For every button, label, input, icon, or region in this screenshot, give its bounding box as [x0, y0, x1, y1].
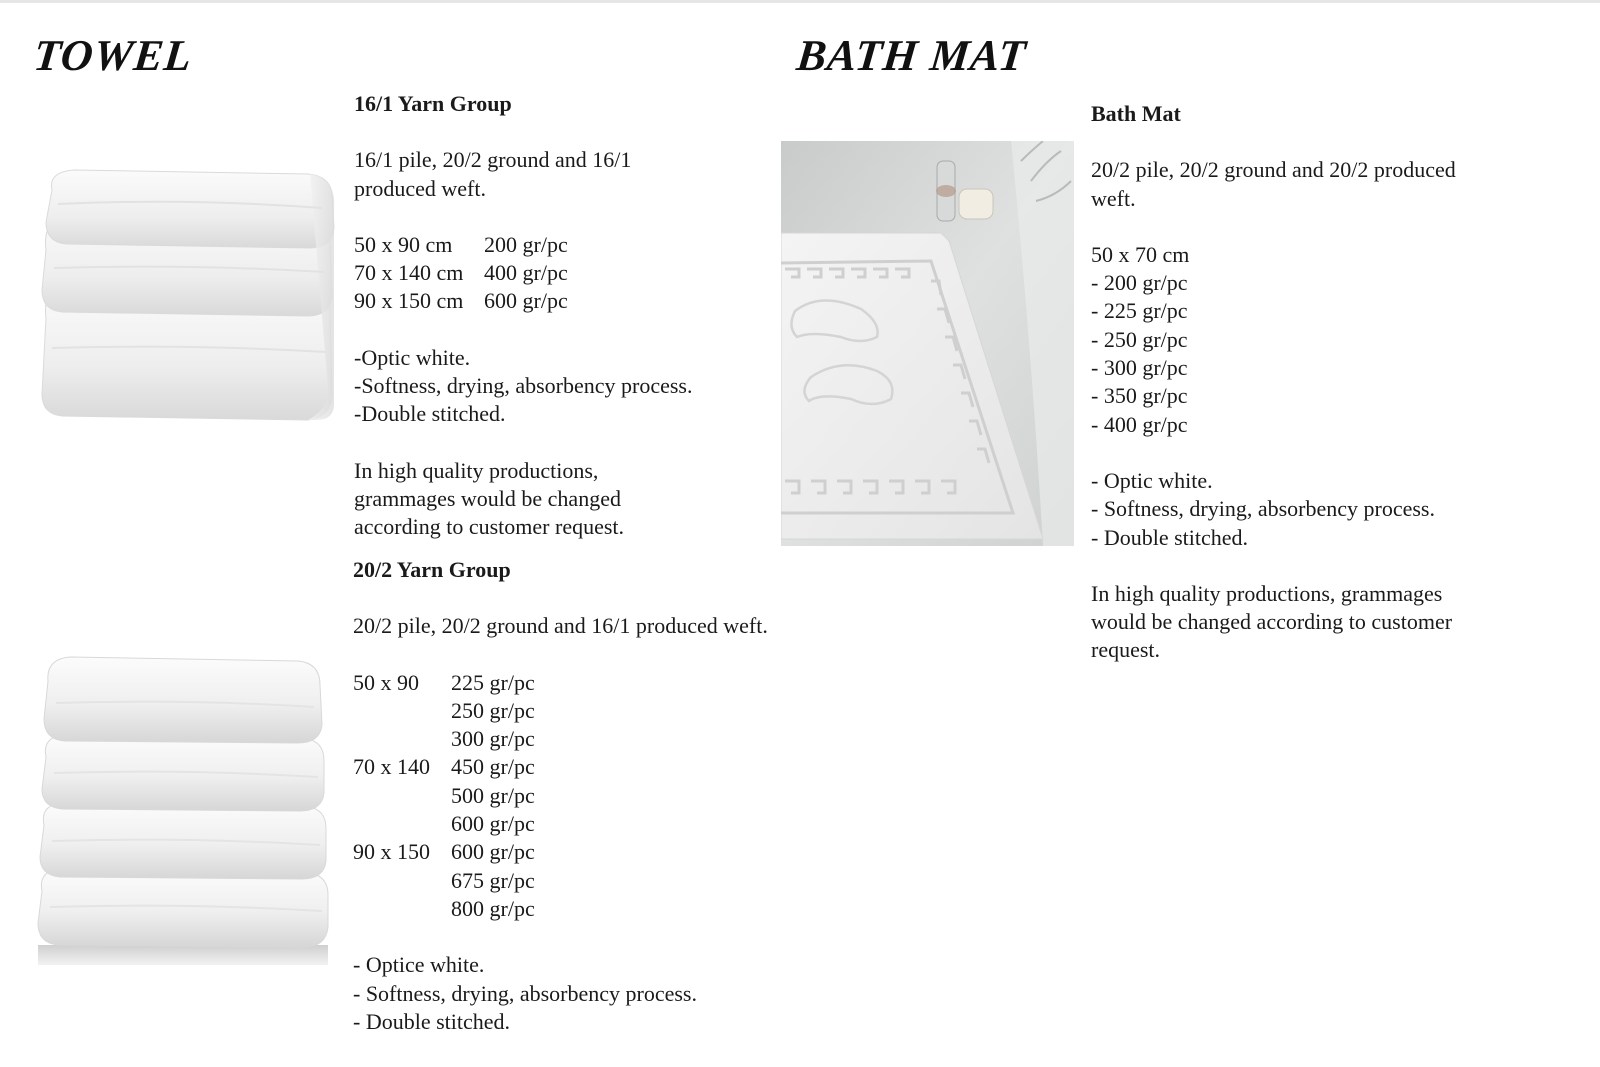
bath-mat-title: BATH MAT [794, 31, 1029, 80]
table-row [353, 838, 535, 866]
bath-mat-photo [781, 141, 1074, 546]
feature-item: -Double stitched. [354, 401, 506, 427]
feature-item: - Double stitched. [1091, 524, 1249, 550]
weight-option: - 350 gr/pc [1091, 383, 1188, 409]
construction-line: 20/2 pile, 20/2 ground and 20/2 produced [1091, 157, 1456, 183]
feature-item: -Softness, drying, absorbency process. [354, 373, 693, 399]
weight-cell: 800 gr/pc [451, 895, 535, 921]
weight-cell: 200 gr/pc [484, 231, 568, 257]
weight-cell: 450 gr/pc [451, 754, 535, 780]
construction-line: produced weft. [354, 175, 486, 201]
note-line: according to customer request. [354, 514, 625, 540]
size-cell: 50 x 90 cm [354, 231, 453, 257]
construction-line: weft. [1091, 185, 1136, 211]
mat-size: 50 x 70 cm [1091, 241, 1190, 267]
size-weight-table [353, 669, 535, 924]
size-cell [353, 697, 451, 725]
size-cell [353, 867, 451, 895]
table-row [353, 753, 535, 781]
towel-stack-photo-1 [38, 168, 338, 424]
size-cell [353, 782, 451, 810]
note-line: In high quality productions, [354, 457, 599, 483]
bath-mat-heading: Bath Mat [1091, 101, 1181, 126]
bath-mat-section [1091, 100, 1581, 665]
feature-item: - Optice white. [353, 952, 485, 978]
size-cell [353, 895, 451, 923]
table-row [353, 697, 535, 725]
note-line: In high quality productions, grammages [1091, 580, 1443, 606]
feature-item: - Optic white. [1091, 467, 1213, 493]
table-row [354, 231, 568, 259]
note-line: request. [1091, 637, 1161, 663]
feature-item: - Softness, drying, absorbency process. [353, 980, 697, 1006]
table-row [353, 725, 535, 753]
size-cell: 70 x 140 [353, 754, 430, 780]
feature-item: - Softness, drying, absorbency process. [1091, 496, 1435, 522]
size-cell: 70 x 140 cm [354, 260, 464, 286]
table-row [353, 782, 535, 810]
weight-cell: 675 gr/pc [451, 867, 535, 893]
construction-line: 16/1 pile, 20/2 ground and 16/1 [354, 147, 632, 173]
towel-20-2-section [353, 556, 873, 1036]
weight-option: - 400 gr/pc [1091, 411, 1188, 437]
weight-cell: 225 gr/pc [451, 669, 535, 695]
size-cell [353, 725, 451, 753]
construction-line: 20/2 pile, 20/2 ground and 16/1 produced weft. [353, 613, 768, 639]
size-cell: 50 x 90 [353, 669, 419, 695]
feature-item: -Optic white. [354, 344, 471, 370]
top-border [0, 0, 1600, 3]
weight-option: - 300 gr/pc [1091, 355, 1188, 381]
weight-cell: 250 gr/pc [451, 697, 535, 723]
towel-16-1-section [354, 90, 774, 542]
size-cell [353, 810, 451, 838]
weight-cell: 600 gr/pc [451, 839, 535, 865]
size-weight-table [354, 231, 568, 316]
weight-cell: 600 gr/pc [484, 288, 568, 314]
towel-title: TOWEL [31, 31, 195, 80]
table-row [354, 287, 568, 315]
table-row [353, 810, 535, 838]
table-row [354, 259, 568, 287]
weight-cell: 500 gr/pc [451, 782, 535, 808]
size-cell: 90 x 150 cm [354, 288, 464, 314]
towel-stack-photo-2 [36, 655, 332, 967]
weight-cell: 600 gr/pc [451, 811, 535, 837]
size-cell: 90 x 150 [353, 839, 430, 865]
yarn-group-16-1-heading: 16/1 Yarn Group [354, 91, 512, 116]
weight-cell: 300 gr/pc [451, 726, 535, 752]
feature-item: - Double stitched. [353, 1008, 511, 1034]
weight-option: - 225 gr/pc [1091, 298, 1188, 324]
table-row [353, 895, 535, 923]
table-row [353, 867, 535, 895]
table-row [353, 669, 535, 697]
note-line: grammages would be changed [354, 485, 621, 511]
weight-cell: 400 gr/pc [484, 260, 568, 286]
weight-option: - 200 gr/pc [1091, 270, 1188, 296]
yarn-group-20-2-heading: 20/2 Yarn Group [353, 557, 511, 582]
note-line: would be changed according to customer [1091, 609, 1453, 635]
weight-option: - 250 gr/pc [1091, 326, 1188, 352]
